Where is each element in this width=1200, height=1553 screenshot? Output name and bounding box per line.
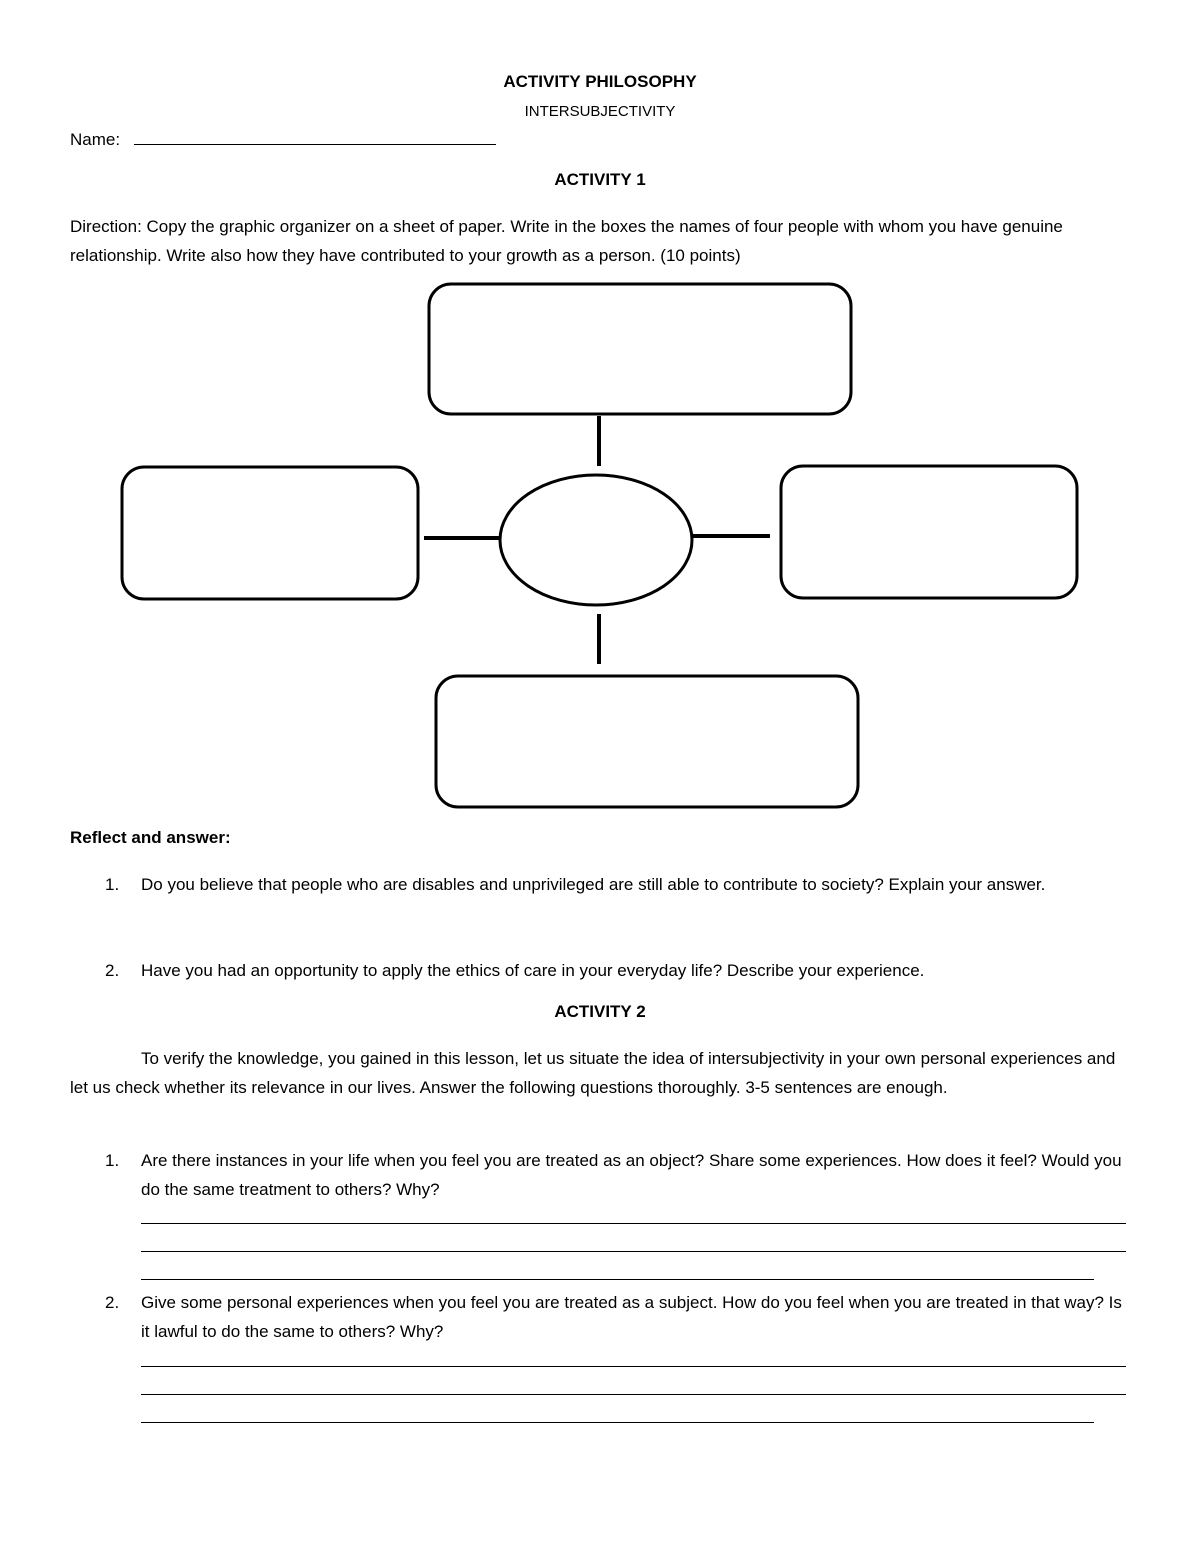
question-text: Give some personal experiences when you feel you are treated as a subject. How do you feel when you are treated in that way? Is it lawful to do the same to others? Why?: [141, 1293, 1122, 1341]
answer-line[interactable]: [141, 1279, 1094, 1280]
answer-line[interactable]: [141, 1366, 1126, 1367]
answer-line[interactable]: [141, 1422, 1094, 1423]
answer-line[interactable]: [141, 1394, 1126, 1395]
organizer-box-top: [429, 284, 851, 414]
name-label: Name:: [70, 130, 121, 149]
reflect-heading: Reflect and answer:: [70, 828, 231, 847]
organizer-box-left: [122, 467, 418, 599]
organizer-center-oval: [500, 475, 692, 605]
question-number: 2.: [105, 1293, 120, 1312]
question-text: Have you had an opportunity to apply the ethics of care in your everyday life? Describe your experience.: [141, 961, 925, 980]
page-title: ACTIVITY PHILOSOPHY: [503, 72, 697, 91]
answer-line[interactable]: [141, 1223, 1126, 1224]
page-subtitle: INTERSUBJECTIVITY: [524, 103, 676, 120]
question-text: Do you believe that people who are disables and unprivileged are still able to contribute to society? Explain your answer.: [141, 875, 1046, 894]
activity2-heading: ACTIVITY 2: [554, 1002, 646, 1021]
answer-line[interactable]: [141, 1251, 1126, 1252]
question-text: Are there instances in your life when you feel you are treated as an object? Share some experiences. How does it feel? Would you do the same treatment to others? Why?: [141, 1151, 1122, 1199]
activity1-direction: Direction: Copy the graphic organizer on a sheet of paper. Write in the boxes the names of four people with whom you have genuine relationship. Write also how they have contributed to your growth as a person. (10 points): [70, 217, 1063, 265]
activity2-intro: To verify the knowledge, you gained in this lesson, let us situate the idea of intersubjectivity in your own personal experiences and let us check whether its relevance in our lives. Answer the following questions thoroughly. 3-5 sentences are enough.: [70, 1049, 1116, 1097]
question-number: 1.: [105, 875, 120, 894]
organizer-box-bottom: [436, 676, 858, 807]
organizer-box-right: [781, 466, 1077, 598]
activity1-heading: ACTIVITY 1: [554, 170, 646, 189]
question-number: 1.: [105, 1151, 120, 1170]
question-number: 2.: [105, 961, 120, 980]
